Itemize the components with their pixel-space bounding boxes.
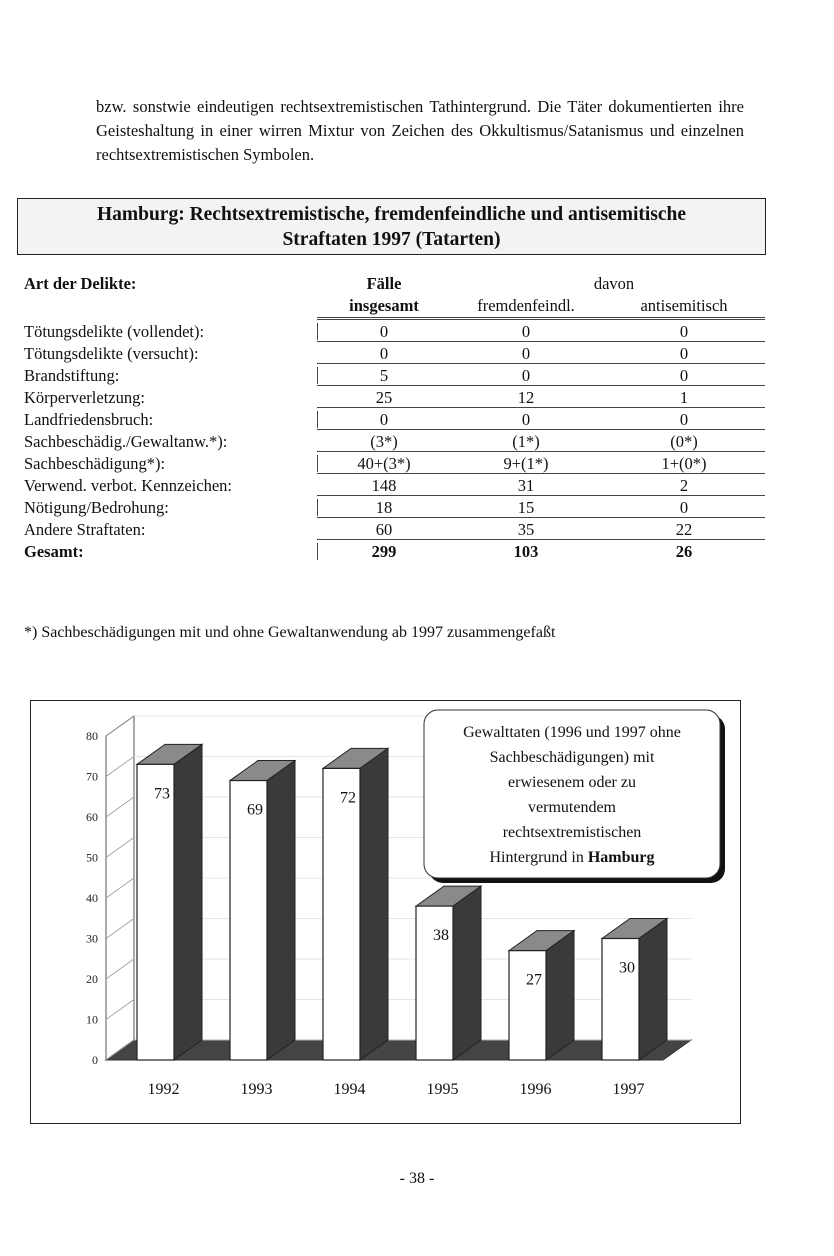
bar-value-label: 27 bbox=[526, 971, 542, 989]
table-total-row bbox=[24, 541, 768, 563]
y-tick-label: 0 bbox=[92, 1053, 98, 1067]
row-separator bbox=[317, 385, 765, 386]
row-separator bbox=[317, 429, 765, 430]
cases-antisemitic: (0*) bbox=[670, 432, 698, 451]
chart-title-prefix: Hintergrund in bbox=[489, 849, 588, 866]
cases-xenophobic: 15 bbox=[517, 498, 535, 517]
row-separator bbox=[317, 517, 765, 518]
page-number: - 38 - bbox=[399, 1170, 435, 1187]
bar-side bbox=[546, 931, 574, 1060]
bar-value-label: 69 bbox=[247, 801, 263, 819]
bar bbox=[602, 939, 639, 1061]
cases-total: 299 bbox=[371, 542, 397, 561]
cases-antisemitic: 0 bbox=[679, 366, 689, 385]
y-tick-label: 10 bbox=[86, 1012, 98, 1027]
y-tick-label: 20 bbox=[86, 972, 98, 986]
offense-label: Sachbeschädig./Gewaltanw.*): bbox=[24, 432, 228, 451]
row-separator bbox=[317, 451, 765, 452]
cases-xenophobic: 0 bbox=[521, 366, 531, 385]
offense-label: Brandstiftung: bbox=[24, 366, 120, 385]
x-tick-label: 1992 bbox=[147, 1081, 180, 1098]
cases-antisemitic: 0 bbox=[679, 344, 689, 363]
row-tick bbox=[317, 323, 318, 340]
cases-total: (3*) bbox=[370, 432, 398, 451]
row-tick bbox=[317, 455, 318, 472]
bar-side bbox=[360, 748, 388, 1060]
offense-label: Tötungsdelikte (versucht): bbox=[24, 344, 199, 363]
cases-total: 40+(3*) bbox=[357, 454, 411, 473]
cases-antisemitic: 1 bbox=[679, 388, 689, 407]
cases-xenophobic: 103 bbox=[513, 542, 539, 561]
bar-value-label: 38 bbox=[433, 927, 449, 945]
offense-label: Verwend. verbot. Kennzeichen: bbox=[24, 476, 232, 495]
offense-label: Sachbeschädigung*): bbox=[24, 454, 166, 473]
offense-label: Gesamt: bbox=[24, 542, 84, 561]
bar bbox=[230, 781, 267, 1060]
table-title-line1: Hamburg: Rechtsextremistische, fremdenfeindliche und antisemitische bbox=[96, 204, 687, 225]
table-title bbox=[17, 198, 766, 255]
table-row bbox=[24, 321, 768, 343]
x-tick-label: 1996 bbox=[519, 1081, 552, 1098]
y-tick-label: 70 bbox=[86, 769, 98, 784]
bar-side bbox=[267, 761, 295, 1060]
table-row bbox=[24, 453, 768, 475]
intro-paragraph: bzw. sonstwie eindeutigen rechtsextremistischen Tathintergrund. Die Täter dokumentierten ihre Geisteshaltung in einer wirren Mixtur von Zeichen des Okkultismus/Satanismus und einzelnen rechtsextremistischen Symbolen. bbox=[96, 97, 744, 164]
cases-total: 148 bbox=[371, 476, 397, 495]
y-tick-label: 30 bbox=[86, 931, 98, 946]
chart-title-line: erwiesenem oder zu bbox=[508, 774, 636, 791]
table-title-line2: Straftaten 1997 (Tatarten) bbox=[282, 229, 501, 250]
row-separator bbox=[317, 539, 765, 540]
chart-title-line: Sachbeschädigungen) mit bbox=[489, 749, 655, 766]
bar-side bbox=[639, 919, 667, 1061]
table-header-row bbox=[24, 273, 768, 295]
header-davon: davon bbox=[593, 274, 635, 293]
x-tick-label: 1997 bbox=[612, 1081, 645, 1098]
cases-antisemitic: 1+(0*) bbox=[661, 454, 707, 473]
bar-value-label: 72 bbox=[340, 789, 356, 807]
cases-antisemitic: 0 bbox=[679, 322, 689, 341]
row-tick bbox=[317, 367, 318, 384]
offense-label: Andere Straftaten: bbox=[24, 520, 146, 539]
offense-label: Nötigung/Bedrohung: bbox=[24, 498, 169, 517]
table-row bbox=[24, 475, 768, 497]
table-row bbox=[24, 519, 768, 541]
row-separator bbox=[317, 341, 765, 342]
chart-title-line: rechtsextremistischen bbox=[502, 824, 642, 841]
cases-total: 0 bbox=[379, 322, 389, 341]
x-tick-label: 1995 bbox=[426, 1081, 459, 1098]
cases-antisemitic: 26 bbox=[675, 542, 693, 561]
cases-xenophobic: 31 bbox=[517, 476, 535, 495]
cases-xenophobic: 12 bbox=[517, 388, 535, 407]
y-tick-label: 80 bbox=[86, 729, 98, 743]
row-separator bbox=[317, 495, 765, 496]
cases-antisemitic: 0 bbox=[679, 498, 689, 517]
cases-total: 18 bbox=[375, 498, 393, 517]
table-footnote: *) Sachbeschädigungen mit und ohne Gewaltanwendung ab 1997 zusammengefaßt bbox=[24, 624, 556, 641]
cases-xenophobic: 9+(1*) bbox=[503, 454, 549, 473]
bar-value-label: 30 bbox=[619, 959, 635, 977]
bar bbox=[137, 764, 174, 1060]
table-subheader-row bbox=[24, 295, 768, 317]
bar-side bbox=[453, 886, 481, 1060]
row-tick bbox=[317, 499, 318, 516]
chart-title-line: vermutendem bbox=[528, 799, 616, 816]
y-tick-label: 50 bbox=[86, 850, 98, 865]
header-xenophobic: fremdenfeindl. bbox=[477, 296, 575, 315]
cases-xenophobic: 0 bbox=[521, 410, 531, 429]
bar-chart bbox=[31, 701, 739, 1122]
bar-value-label: 73 bbox=[154, 785, 170, 803]
chart-title-line: Gewalttaten (1996 und 1997 ohne bbox=[463, 724, 681, 741]
cases-total: 5 bbox=[379, 366, 389, 385]
table-row bbox=[24, 387, 768, 409]
row-separator bbox=[317, 473, 765, 474]
chart-title-bold: Hamburg bbox=[587, 849, 655, 866]
table-row bbox=[24, 409, 768, 431]
bar bbox=[509, 951, 546, 1060]
chart-frame bbox=[30, 700, 741, 1124]
cases-xenophobic: 0 bbox=[521, 322, 531, 341]
x-tick-label: 1994 bbox=[333, 1081, 366, 1098]
table-row bbox=[24, 343, 768, 365]
y-tick-label: 40 bbox=[86, 891, 98, 905]
row-tick bbox=[317, 543, 318, 560]
row-separator bbox=[317, 319, 765, 320]
cases-xenophobic: (1*) bbox=[512, 432, 540, 451]
cases-xenophobic: 0 bbox=[521, 344, 531, 363]
row-tick bbox=[317, 411, 318, 428]
table-row bbox=[24, 497, 768, 519]
table-row bbox=[24, 431, 768, 453]
cases-total: 0 bbox=[379, 410, 389, 429]
chart-title-line bbox=[489, 849, 654, 866]
header-offense-type: Art der Delikte: bbox=[24, 274, 137, 293]
bar bbox=[323, 768, 360, 1060]
header-antisemitic: antisemitisch bbox=[640, 296, 728, 315]
y-tick-label: 60 bbox=[86, 810, 98, 824]
row-separator bbox=[317, 363, 765, 364]
cases-total: 60 bbox=[375, 520, 393, 539]
cases-antisemitic: 22 bbox=[675, 520, 693, 539]
table-row bbox=[24, 365, 768, 387]
offense-label: Landfriedensbruch: bbox=[24, 410, 154, 429]
offense-label: Körperverletzung: bbox=[24, 388, 145, 407]
row-separator bbox=[317, 407, 765, 408]
header-cases-bottom: insgesamt bbox=[349, 296, 419, 315]
cases-antisemitic: 2 bbox=[679, 476, 689, 495]
bar-side bbox=[174, 744, 202, 1060]
offense-label: Tötungsdelikte (vollendet): bbox=[24, 322, 205, 341]
cases-antisemitic: 0 bbox=[679, 410, 689, 429]
header-separator bbox=[317, 317, 765, 318]
header-cases-top: Fälle bbox=[366, 274, 402, 293]
cases-xenophobic: 35 bbox=[517, 520, 535, 539]
x-tick-label: 1993 bbox=[240, 1081, 273, 1098]
cases-total: 25 bbox=[375, 388, 393, 407]
cases-total: 0 bbox=[379, 344, 389, 363]
